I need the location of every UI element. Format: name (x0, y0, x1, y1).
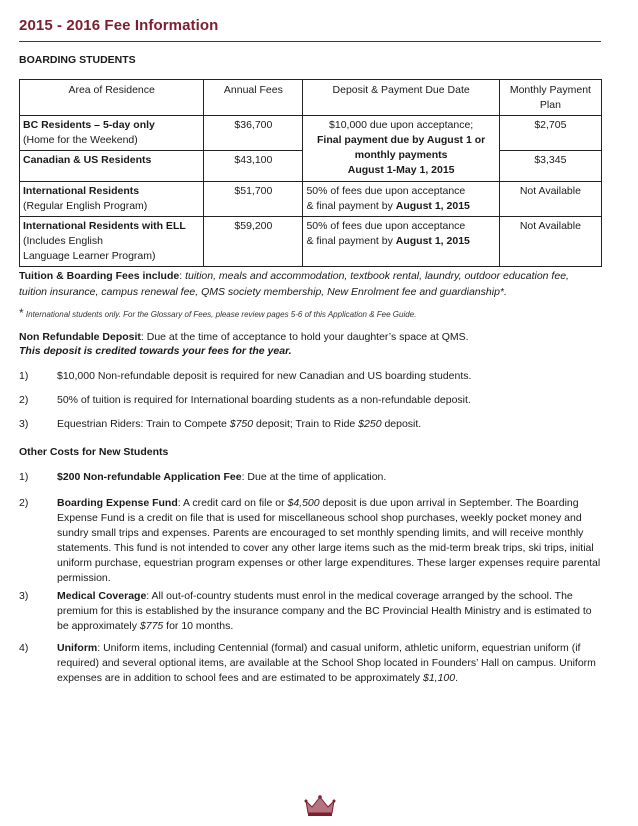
deposit-line: Final payment due by August 1 or (317, 134, 486, 146)
header-deposit: Deposit & Payment Due Date (303, 80, 499, 116)
amount: $250 (358, 418, 382, 430)
fees-include-paragraph: Tuition & Boarding Fees include: tuition, meals and accommodation, textbook rental, laundry, outdoor education fee, tuition insurance, campus renewal fee, QMS society membership, New Enrolment fee and guardianship*. (19, 270, 569, 298)
text-segment: deposit; Train to Ride (253, 418, 359, 430)
table-row (20, 217, 602, 267)
deposit-label: Non Refundable Deposit (19, 331, 141, 343)
list-item (19, 496, 602, 586)
text-segment: : Uniform items, including Centennial (formal) and casual uniform, athletic uniform, equestrian uniform (if required) and several optional items, are available at the School Shop located in Founders’ Hall on campus. Uniform expenses are in addition to school fees and are estimated to be approximately (57, 642, 596, 684)
area-cell (20, 116, 204, 151)
other-costs-heading: Other Costs for New Students (19, 446, 169, 458)
deposit-line: 50% of fees due upon acceptance (306, 185, 466, 197)
list-item (19, 470, 602, 485)
list-item (19, 369, 602, 384)
list-item (19, 641, 602, 686)
deposit-line: & final payment by (306, 200, 396, 212)
includes-label: Tuition & Boarding Fees include (19, 270, 180, 282)
text-segment: deposit is due upon arrival in September. The Boarding Expense Fund is a credit on file that is used for miscellaneous school shop purchases, weekly pocket money and sundry small trips and expenses. Parents are encouraged to set monthly spending limits, and will receive monthly statements. This fund is not intended to cover any other large items such as the mid-term break trips, ski trips, initial uniform purchase, equestrian program expenses or other large expenditures. These larger expenses require parental permission. (57, 497, 601, 584)
deposit-paragraph (19, 330, 599, 358)
text-segment: : All out-of-country students must enrol in the medical coverage arranged by the school. The premium for this is established by the insurance company and the BC Provincial Health Ministry and is estimated to be approximately (57, 590, 592, 632)
deposit-credit-note: This deposit is credited towards your fees for the year. (19, 345, 292, 357)
deposit-line: 50% of fees due upon acceptance (306, 220, 466, 232)
monthly-cell: Not Available (499, 217, 601, 267)
area-cell (20, 182, 204, 217)
deposit-line: August 1-May 1, 2015 (347, 164, 455, 176)
area-label: International Residents with ELL (23, 220, 186, 232)
list-text (57, 589, 602, 634)
area-label: International Residents (23, 185, 140, 197)
area-label: Canadian & US Residents (23, 154, 152, 166)
list-number: 2) (19, 394, 29, 406)
list-number: 2) (19, 497, 29, 509)
monthly-cell: $3,345 (499, 151, 601, 182)
list-number: 1) (19, 370, 29, 382)
text-segment: : Due at the time of application. (241, 471, 387, 483)
list-number: 3) (19, 418, 29, 430)
footnote-star: * (19, 306, 24, 320)
item-label: $200 Non-refundable Application Fee (57, 471, 242, 483)
amount: $4,500 (287, 497, 320, 509)
boarding-heading: BOARDING STUDENTS (19, 54, 136, 66)
area-sub: (Includes English (23, 235, 103, 247)
list-text (57, 470, 602, 485)
fee-cell: $59,200 (204, 217, 303, 267)
amount: $750 (229, 418, 254, 430)
list-item (19, 589, 602, 634)
list-text: 50% of tuition is required for International boarding students as a non-refundable deposit. (57, 394, 471, 406)
fee-cell: $51,700 (204, 182, 303, 217)
list-number: 1) (19, 471, 29, 483)
title-divider (19, 41, 601, 42)
text-segment: . (455, 672, 459, 684)
table-header-row (20, 80, 602, 116)
header-monthly: Monthly Payment Plan (499, 80, 601, 116)
header-area: Area of Residence (20, 80, 204, 116)
deposit-date: August 1, 2015 (395, 200, 470, 212)
fee-cell: $43,100 (204, 151, 303, 182)
table-row (20, 116, 602, 151)
amount: $1,100 (422, 672, 456, 684)
table-row (20, 182, 602, 217)
text-segment: deposit. (381, 418, 422, 430)
footnote-text: International students only. For the Glossary of Fees, please review pages 5-6 of this Application & Fee Guide. (25, 310, 417, 319)
text-segment: Equestrian Riders: Train to Compete (57, 418, 230, 430)
header-annual: Annual Fees (204, 80, 303, 116)
list-text (57, 417, 602, 432)
fee-cell: $36,700 (204, 116, 303, 151)
amount: $775 (139, 620, 164, 632)
deposit-text: : Due at the time of acceptance to hold your daughter’s space at QMS. (140, 331, 469, 343)
footnote (19, 306, 416, 320)
list-item (19, 417, 602, 432)
deposit-cell (303, 182, 499, 217)
area-sub: Language Learner Program) (23, 250, 156, 262)
deposit-line: & final payment by (306, 235, 396, 247)
deposit-cell (303, 217, 499, 267)
includes-text: tuition, meals and accommodation, textbook rental, laundry, outdoor education fee, tuition insurance, campus renewal fee, QMS society membership, New Enrolment fee and guardianship*. (19, 270, 569, 298)
monthly-cell: Not Available (499, 182, 601, 217)
deposit-date: August 1, 2015 (395, 235, 470, 247)
text-segment: : A credit card on file or (177, 497, 288, 509)
list-text (57, 496, 602, 586)
deposit-line: $10,000 due upon acceptance; (329, 119, 474, 131)
area-sub: (Home for the Weekend) (23, 134, 138, 146)
list-number: 4) (19, 642, 29, 654)
monthly-cell: $2,705 (499, 116, 601, 151)
list-text (57, 641, 602, 686)
item-label: Boarding Expense Fund (57, 497, 178, 509)
list-item (19, 393, 602, 408)
list-text: $10,000 Non-refundable deposit is required for new Canadian and US boarding students. (57, 370, 472, 382)
crown-crest-icon (302, 793, 338, 819)
deposit-line: monthly payments (354, 149, 448, 161)
fee-table (19, 79, 602, 267)
item-label: Uniform (57, 642, 98, 654)
deposit-merged-cell (303, 116, 499, 182)
area-cell (20, 217, 204, 267)
list-number: 3) (19, 590, 29, 602)
area-sub: (Regular English Program) (23, 200, 148, 212)
item-label: Medical Coverage (57, 590, 147, 602)
text-segment: for 10 months. (163, 620, 234, 632)
area-cell (20, 151, 204, 182)
area-label: BC Residents – 5-day only (23, 119, 155, 131)
page-title: 2015 - 2016 Fee Information (19, 17, 219, 34)
